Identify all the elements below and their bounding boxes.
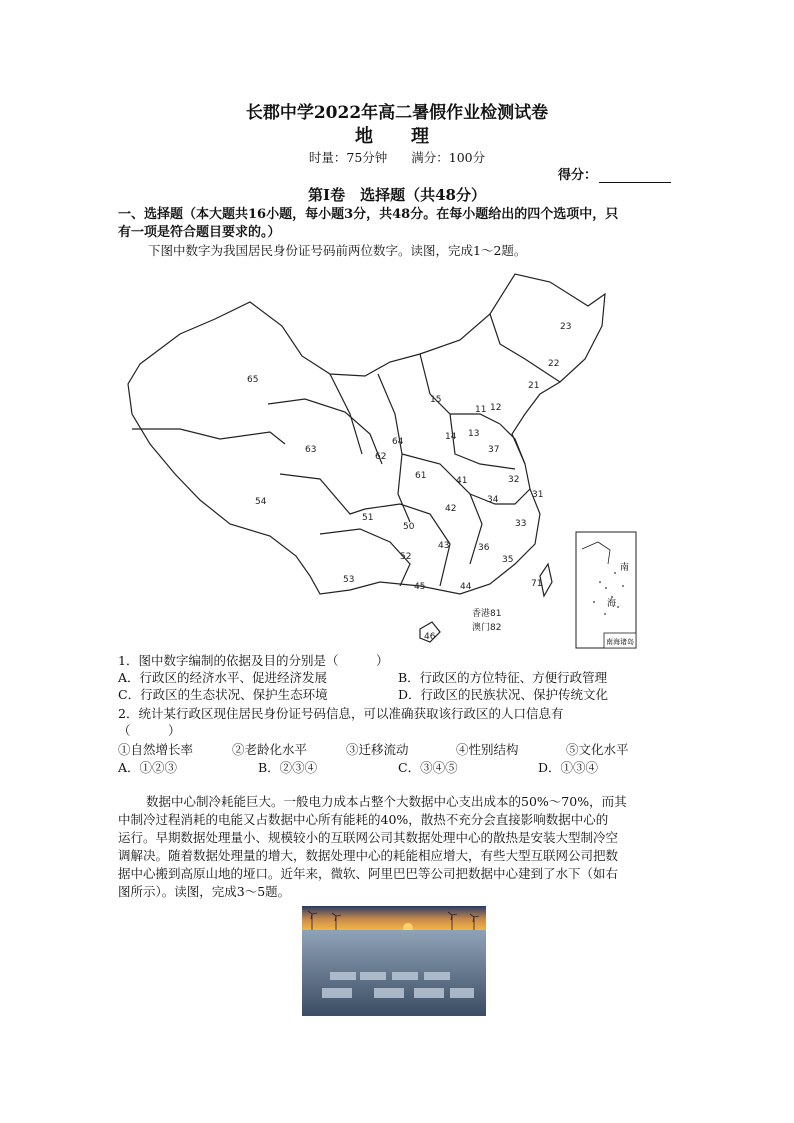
code-label: 62 <box>375 452 387 462</box>
code-label: 52 <box>400 552 412 562</box>
code-label: 54 <box>255 497 267 507</box>
code-label: 13 <box>468 429 480 439</box>
passage-line: 中制冷过程消耗的电能又占数据中心所有能耗的40%，散热不充分会直接影响数据中心的 <box>118 812 609 827</box>
south-china-sea-inset <box>576 532 636 648</box>
code-label: 33 <box>515 519 527 529</box>
q2-item: ①自然增长率 <box>118 742 194 757</box>
passage-line: 据中心搬到高原山地的垭口。近年来，微软、阿里巴巴等公司把数据中心建到了水下（如右 <box>118 866 619 881</box>
code-label: 34 <box>487 495 499 505</box>
section-instructions <box>118 206 618 242</box>
q2-option-b[interactable]: B．②③④ <box>258 760 318 775</box>
passage-line: 图所示）。读图，完成3～5题。 <box>118 884 291 899</box>
passage-line: 数据中心制冷耗能巨大。一般电力成本占整个大数据中心支出成本的50%～70%，而其 <box>146 794 627 809</box>
code-label: 64 <box>392 437 404 447</box>
q2-stem-line-1: 2．统计某行政区现住居民身份证号码信息，可以准确获取该行政区的人口信息有 <box>118 706 564 721</box>
score-blank[interactable] <box>599 168 671 183</box>
code-label: 37 <box>488 445 500 455</box>
q2-item: ④性别结构 <box>456 742 519 757</box>
q2-option-d[interactable]: D．①③④ <box>538 760 599 775</box>
code-label: 36 <box>478 543 490 553</box>
code-label: 71 <box>531 579 543 589</box>
passage-line: 调解决。随着数据处理量的增大，数据处理中心的耗能相应增大，有些大型互联网公司把数 <box>118 848 619 863</box>
q2-item: ③迁移流动 <box>346 742 409 757</box>
code-label: 14 <box>445 432 457 442</box>
code-label: 23 <box>560 322 572 332</box>
exam-title: 长郡中学2022年高二暑假作业检测试卷 <box>245 103 549 123</box>
code-label: 12 <box>490 403 502 413</box>
code-label: 32 <box>508 475 520 485</box>
q1-option-c[interactable]: C．行政区的生态状况、保护生态环境 <box>118 687 328 702</box>
code-label: 15 <box>430 395 442 405</box>
q1-stem: 1．图中数字编制的依据及目的分别是（ ） <box>118 653 389 668</box>
code-label: 53 <box>343 575 355 585</box>
q2-option-a[interactable]: A．①②③ <box>118 760 178 775</box>
code-label: 51 <box>362 513 374 523</box>
section-line-1: 一、选择题（本大题共16小题，每小题3分，共48分。在每小题给出的四个选项中，只 <box>118 207 619 222</box>
q1-option-b[interactable]: B．行政区的方位特征、方便行政管理 <box>398 670 608 685</box>
q2-option-c[interactable]: C．③④⑤ <box>398 760 458 775</box>
inset-label-south: 南 <box>620 563 630 573</box>
q2-item: ⑤文化水平 <box>566 742 629 757</box>
code-label: 42 <box>445 504 457 514</box>
china-id-code-map <box>120 264 640 652</box>
code-label: 50 <box>403 522 415 532</box>
subject-title: 地 理 <box>355 126 439 147</box>
code-label: 31 <box>532 490 544 500</box>
code-label: 44 <box>460 582 472 592</box>
code-label: 22 <box>548 359 560 369</box>
q1-option-d[interactable]: D．行政区的民族状况、保护传统文化 <box>398 687 609 702</box>
code-label: 43 <box>438 541 450 551</box>
code-label: 46 <box>424 632 436 642</box>
score-label: 得分： <box>558 168 598 183</box>
map-intro: 下图中数字为我国居民身份证号码前两位数字。读图，完成1～2题。 <box>148 243 527 258</box>
code-label: 41 <box>456 476 468 486</box>
underwater-data-center-image <box>302 906 486 1016</box>
q1-option-a[interactable]: A．行政区的经济水平、促进经济发展 <box>118 670 328 685</box>
exam-info <box>0 148 794 166</box>
code-label: 35 <box>502 555 514 565</box>
q2-item: ②老龄化水平 <box>232 742 308 757</box>
hong-kong-label: 香港81 <box>472 609 502 619</box>
q2-stem-line-2: （ ） <box>118 723 181 738</box>
full-score: 满分：100分 <box>411 150 486 165</box>
code-label: 21 <box>528 381 540 391</box>
time-limit: 时量：75分钟 <box>308 150 388 165</box>
section-line-2: 有一项是符合题目要求的。） <box>118 225 281 240</box>
part-title: 第Ⅰ卷 选择题（共48分） <box>308 186 486 204</box>
code-label: 65 <box>247 375 259 385</box>
passage-line: 运行。早期数据处理量小、规模较小的互联网公司其数据处理中心的散热是安装大型制冷空 <box>118 830 619 845</box>
code-label: 11 <box>475 405 487 415</box>
macau-label: 澳门82 <box>472 623 502 633</box>
inset-label-islands: 南海诸岛 <box>606 638 634 646</box>
code-label: 63 <box>305 445 317 455</box>
score-field[interactable] <box>558 164 671 183</box>
code-label: 61 <box>415 471 427 481</box>
code-label: 45 <box>414 582 426 592</box>
province-codes <box>247 322 571 642</box>
inset-label-sea: 海 <box>607 599 617 609</box>
